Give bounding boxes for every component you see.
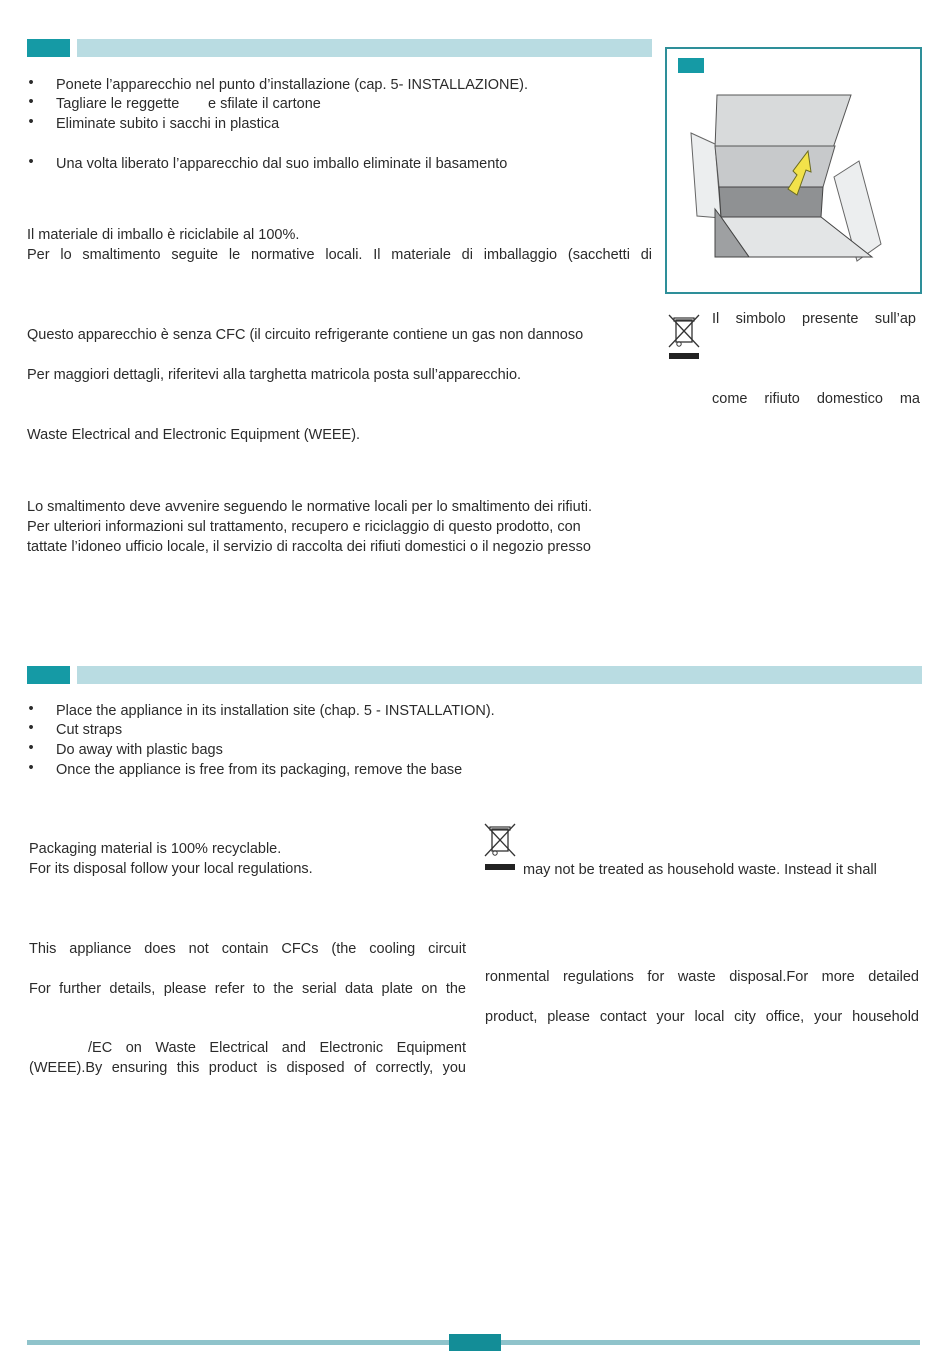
it-bullet-text-2-suffix: e sfilate il cartone (208, 96, 321, 112)
it-weee-text: Waste Electrical and Electronic Equipment (WEEE). (27, 427, 361, 443)
bullet-it-3: • (28, 114, 34, 130)
en-weee-line-1: /EC on Waste Electrical and Electronic Equipment (88, 1040, 466, 1056)
it-recycle-line-1: Il materiale di imballo è riciclabile al 100%. (27, 227, 300, 243)
it-bullet-text-4: Una volta liberato l’apparecchio dal suo imballo eliminate il basamento (56, 156, 508, 172)
it-recycle-line-2: Per lo smaltimento seguite le normative locali. Il materiale di imballaggio (sacchetti di (27, 247, 652, 263)
it-bullet-text-3: Eliminate subito i sacchi in plastica (56, 116, 280, 132)
en-household-text: may not be treated as household waste. Instead it shall (523, 862, 877, 878)
bullet-it-2: • (28, 94, 34, 110)
bullet-en-4: • (28, 760, 34, 776)
bullet-en-2: • (28, 720, 34, 736)
it-disposal-line-1: Lo smaltimento deve avvenire seguendo le normative locali per lo smaltimento dei rifiuti. (27, 499, 592, 515)
it-bullet-text-1: Ponete l’apparecchio nel punto d’installazione (cap. 5- INSTALLAZIONE). (56, 77, 529, 93)
en-regulations-text: ronmental regulations for waste disposal.For more detailed (485, 969, 919, 985)
en-bullet-text-4: Once the appliance is free from its packaging, remove the base (56, 762, 463, 778)
it-bullet-text-2: Tagliare le reggette (56, 96, 180, 112)
it-cfc-text: Questo apparecchio è senza CFC (il circuito refrigerante contiene un gas non dannoso (27, 327, 584, 343)
en-cfc-text: This appliance does not contain CFCs (the cooling circuit (29, 941, 466, 957)
en-details-text: For further details, please refer to the serial data plate on the (29, 981, 466, 997)
bullet-it-4: • (28, 154, 34, 170)
unpacking-box-illustration (667, 49, 920, 292)
it-details-text: Per maggiori dettagli, riferitevi alla targhetta matricola posta sull’apparecchio. (27, 367, 522, 383)
unpacking-figure (665, 47, 922, 294)
en-bullet-text-1: Place the appliance in its installation site (chap. 5 - INSTALLATION). (56, 703, 495, 719)
it-symbol-text: Il simbolo presente sull’ap (712, 311, 916, 327)
weee-bin-icon-it (667, 313, 701, 361)
section-header-bar-en (77, 666, 922, 684)
en-weee-line-2: (WEEE).By ensuring this product is disposed of correctly, you (29, 1060, 466, 1076)
it-disposal-line-2: Per ulteriori informazioni sul trattamento, recupero e riciclaggio di questo prodotto, con (27, 519, 581, 535)
en-bullet-text-3: Do away with plastic bags (56, 742, 223, 758)
bullet-en-1: • (28, 701, 34, 717)
weee-bin-icon-en (483, 822, 517, 872)
bullet-en-3: • (28, 740, 34, 756)
section-marker-en (27, 666, 70, 684)
section-marker-it (27, 39, 70, 57)
bullet-it-1: • (28, 75, 34, 91)
it-disposal-line-3: tattate l’idoneo ufficio locale, il servizio di raccolta dei rifiuti domestici o il negozio presso (27, 539, 591, 555)
it-waste-text: come rifiuto domestico ma (712, 391, 920, 407)
en-bullet-text-2: Cut straps (56, 722, 123, 738)
section-header-bar-it (77, 39, 652, 57)
en-recycle-line-2: For its disposal follow your local regulations. (29, 861, 313, 877)
footer-page-marker (449, 1334, 501, 1351)
en-recycle-line-1: Packaging material is 100% recyclable. (29, 841, 282, 857)
en-contact-text: product, please contact your local city office, your household (485, 1009, 919, 1025)
